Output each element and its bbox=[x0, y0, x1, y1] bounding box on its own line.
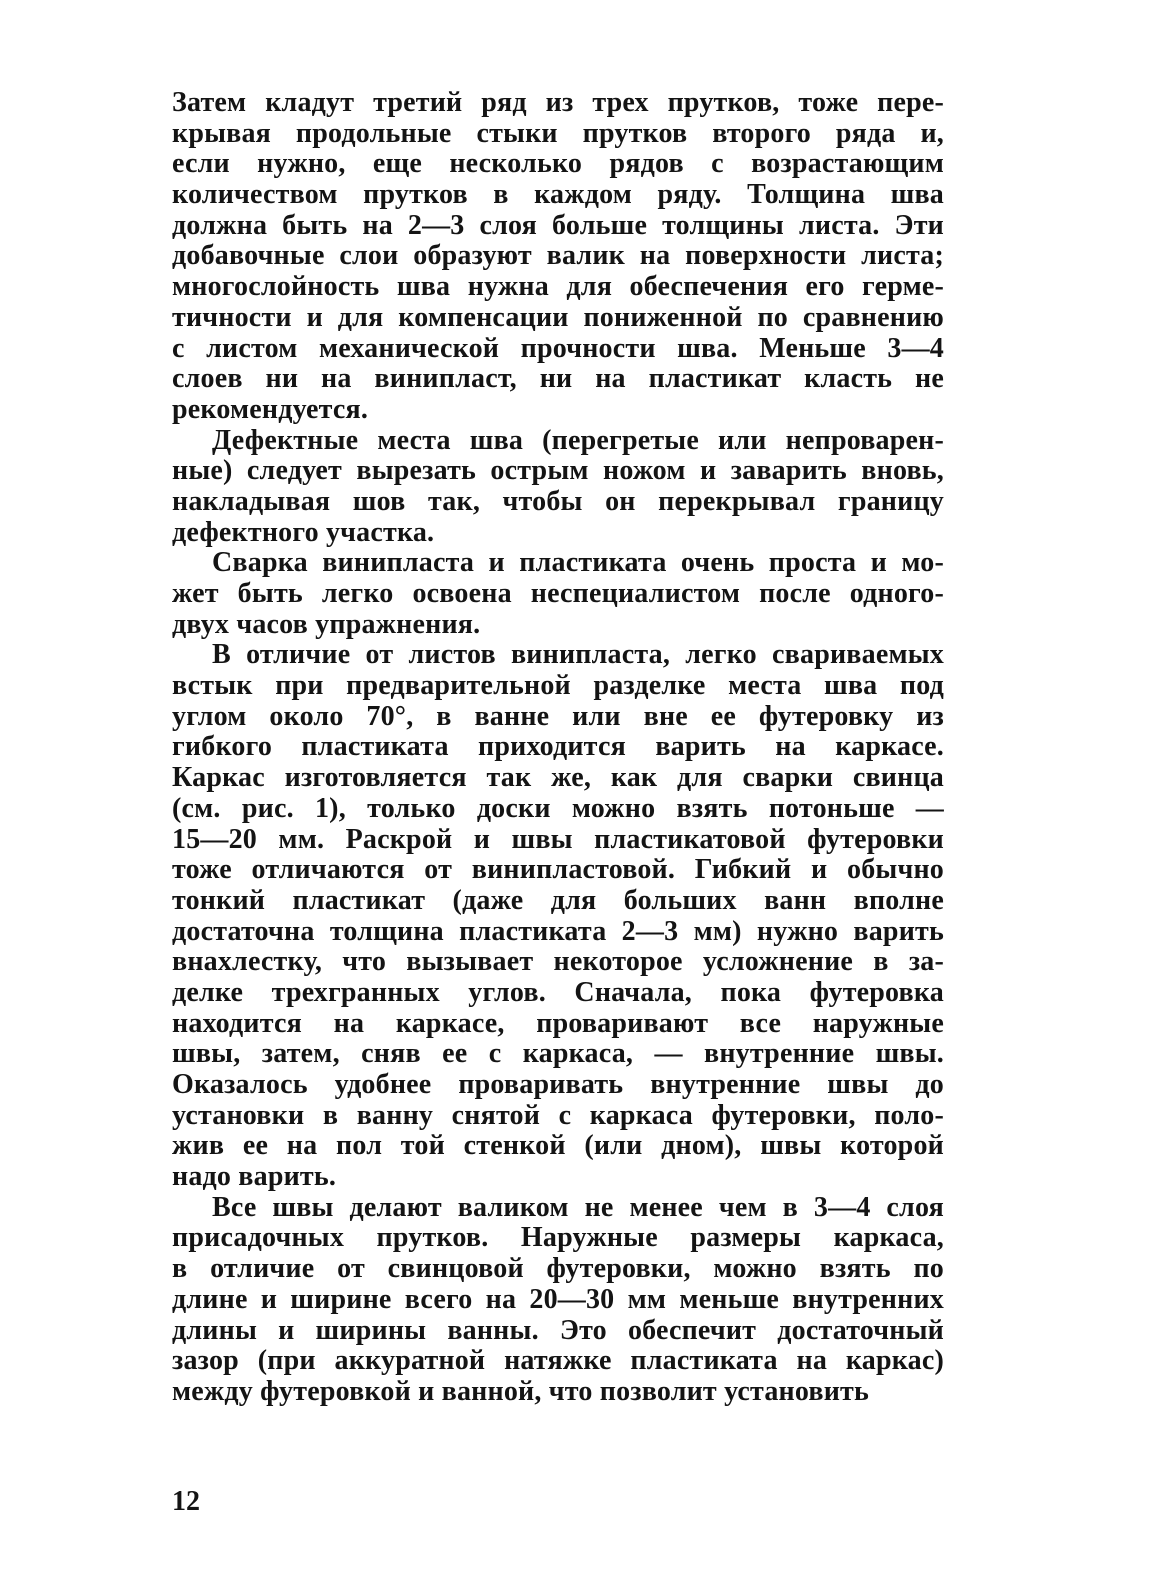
text-line: рекомендуется. bbox=[172, 394, 369, 425]
text-line: тонкий пластикат (даже для больших ванн вполне bbox=[172, 885, 944, 916]
text-line: количеством прутков в каждом ряду. Толщина шва bbox=[172, 180, 944, 211]
text-line: тичности и для компенсации пониженной по сравнению bbox=[172, 302, 944, 333]
text-line: находится на каркасе, проваривают все наружные bbox=[172, 1008, 944, 1039]
text-line: должна быть на 2—3 слоя больше толщины листа. Эти bbox=[172, 210, 944, 241]
text-line: с листом механической прочности шва. Меньше 3—4 bbox=[172, 333, 944, 364]
page-body bbox=[172, 88, 944, 1408]
text-line: дефектного участка. bbox=[172, 517, 435, 548]
paragraph bbox=[172, 426, 944, 549]
text-line: ные) следует вырезать острым ножом и заварить вновь, bbox=[172, 456, 944, 487]
text-line: зазор (при аккуратной натяжке пластиката на каркас) bbox=[172, 1346, 944, 1377]
text-line: если нужно, еще несколько рядов с возрастающим bbox=[172, 149, 944, 180]
text-line: слоев ни на винипласт, ни на пластикат класть не bbox=[172, 364, 944, 395]
text-line: в отличие от свинцовой футеровки, можно взять по bbox=[172, 1254, 944, 1285]
text-line: надо варить. bbox=[172, 1162, 337, 1193]
paragraph bbox=[172, 1193, 944, 1408]
text-line: установки в ванну снятой с каркаса футеровки, поло- bbox=[172, 1100, 944, 1131]
text-line: углом около 70°, в ванне или вне ее футеровку из bbox=[172, 701, 944, 732]
text-line: жет быть легко освоена неспециалистом после одного- bbox=[172, 579, 944, 609]
text-line: внахлестку, что вызывает некоторое усложнение в за- bbox=[172, 947, 944, 978]
text-line: достаточна толщина пластиката 2—3 мм) нужно варить bbox=[172, 916, 944, 947]
text-line: Каркас изготовляется так же, как для сварки свинца bbox=[172, 763, 944, 794]
text-line: накладывая шов так, чтобы он перекрывал границу bbox=[172, 486, 944, 517]
text-line: Затем кладут третий ряд из трех прутков, тоже пере- bbox=[172, 88, 944, 118]
text-line: (см. рис. 1), только доски можно взять потоньше — bbox=[172, 793, 944, 824]
text-line: делке трехгранных углов. Сначала, пока футеровка bbox=[172, 977, 944, 1008]
text-line: жив ее на пол той стенкой (или дном), швы которой bbox=[172, 1131, 944, 1162]
text-line: гибкого пластиката приходится варить на каркасе. bbox=[172, 732, 944, 763]
text-line: Все швы делают валиком не менее чем в 3—4 слоя bbox=[212, 1192, 944, 1223]
text-line: присадочных прутков. Наружные размеры каркаса, bbox=[172, 1223, 944, 1254]
text-line: встык при предварительной разделке места шва под bbox=[172, 671, 944, 702]
page-number: 12 bbox=[172, 1486, 200, 1517]
text-line: Дефектные места шва (перегретые или непроварен- bbox=[212, 425, 944, 456]
paragraph bbox=[172, 88, 944, 426]
text-line: двух часов упражнения. bbox=[172, 609, 481, 640]
paragraph bbox=[172, 640, 944, 1192]
text-line: добавочные слои образуют валик на поверхности листа; bbox=[172, 241, 944, 272]
text-line: Сварка винипласта и пластиката очень проста и мо- bbox=[212, 548, 944, 579]
text-line: В отличие от листов винипласта, легко свариваемых bbox=[212, 640, 944, 671]
text-line: между футеровкой и ванной, что позволит установить bbox=[172, 1376, 869, 1407]
text-line: крывая продольные стыки прутков второго ряда и, bbox=[172, 118, 944, 149]
text-line: Оказалось удобнее проваривать внутренние швы до bbox=[172, 1070, 944, 1100]
text-line: многослойность шва нужна для обеспечения его герме- bbox=[172, 272, 944, 303]
text-line: длины и ширины ванны. Это обеспечит достаточный bbox=[172, 1315, 944, 1346]
text-line: 15—20 мм. Раскрой и швы пластикатовой футеровки bbox=[172, 824, 944, 855]
text-line: тоже отличаются от винипластовой. Гибкий и обычно bbox=[172, 855, 944, 886]
text-line: швы, затем, сняв ее с каркаса, — внутренние швы. bbox=[172, 1039, 944, 1070]
paragraph bbox=[172, 548, 944, 640]
text-line: длине и ширине всего на 20—30 мм меньше внутренних bbox=[172, 1284, 944, 1315]
